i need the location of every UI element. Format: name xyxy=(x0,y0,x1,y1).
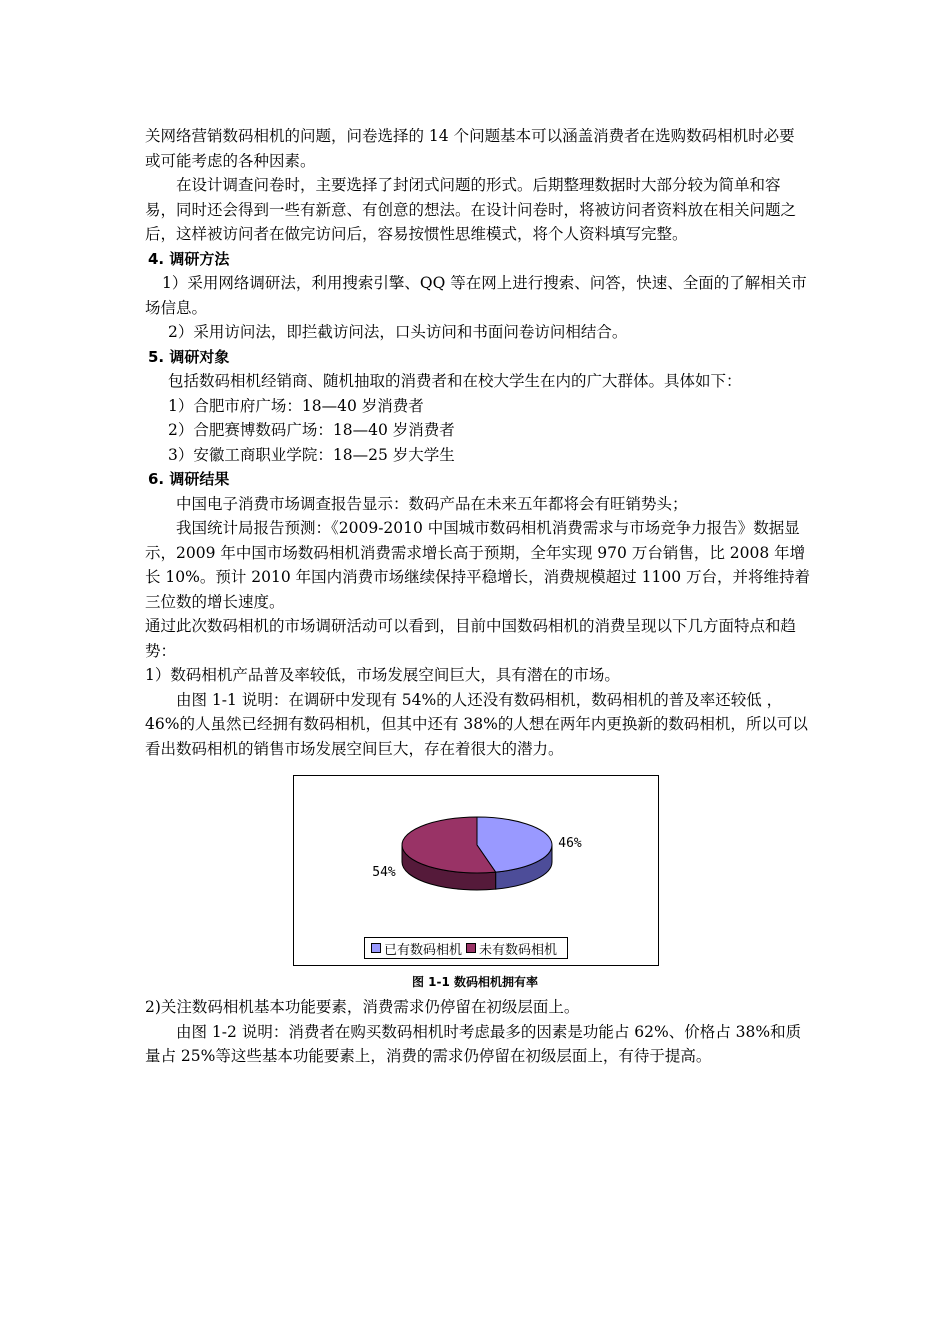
chart-legend xyxy=(364,937,568,959)
subject-item: 2）合肥赛博数码广场：18—40 岁消费者 xyxy=(168,421,455,439)
section-heading-results: 6. 调研结果 xyxy=(148,470,230,488)
legend-label: 未有数码相机 xyxy=(479,942,558,958)
method-item: 2）采用访问法，即拦截访问法，口头访问和书面问卷访问相结合。 xyxy=(168,323,628,341)
legend-item xyxy=(371,939,462,958)
section-heading-methods: 4. 调研方法 xyxy=(148,249,230,268)
document-body xyxy=(145,124,810,761)
pie-data-label: 46% xyxy=(558,836,582,851)
paragraph-intro: 关网络营销数码相机的问题，问卷选择的 14 个问题基本可以涵盖消费者在选购数码相机时必要或可能考虑的各种因素。 xyxy=(145,127,795,170)
section-heading-subjects: 5. 调研对象 xyxy=(148,347,230,366)
paragraph-questionnaire: 在设计调查问卷时，主要选择了封闭式问题的形式。后期整理数据时大部分较为简单和容易，同时还会得到一些有新意、有创意的想法。在设计问卷时，将被访问者资料放在相关问题之后，这样被访问者在做完访问后，容易按惯性思维模式，将个人资料填写完整。 xyxy=(145,176,797,243)
pie-data-label: 54% xyxy=(372,865,396,880)
subject-item: 3）安徽工商职业学院：18—25 岁大学生 xyxy=(168,445,455,464)
legend-label: 已有数码相机 xyxy=(384,942,463,958)
pie-chart xyxy=(293,775,659,966)
figure-caption: 图 1-1 数码相机拥有率 xyxy=(411,975,539,989)
results-paragraph: 通过此次数码相机的市场调研活动可以看到，目前中国数码相机的消费呈现以下几方面特点和趋势： xyxy=(145,617,797,660)
results-point: 1）数码相机产品普及率较低，市场发展空间巨大，具有潜在的市场。 xyxy=(145,666,620,684)
legend-swatch xyxy=(371,943,381,953)
results-point: 2)关注数码相机基本功能要素，消费需求仍停留在初级层面上。 xyxy=(145,998,580,1016)
results-point-detail: 由图 1-1 说明：在调研中发现有 54%的人还没有数码相机，数码相机的普及率还较低 ，46%的人虽然已经拥有数码相机，但其中还有 38%的人想在两年内更换新的数码相机，所以可以看出数码相机的销售市场发展空间巨大，存在着很大的潜力。 xyxy=(145,690,808,758)
pie-chart-canvas xyxy=(294,776,660,936)
subject-item: 1）合肥市府广场：18—40 岁消费者 xyxy=(168,396,424,415)
results-point-detail: 由图 1-2 说明：消费者在购买数码相机时考虑最多的因素是功能占 62%、价格占 38%和质量占 25%等这些基本功能要素上，消费的需求仍停留在初级层面上，有待于提高。 xyxy=(145,1022,802,1065)
legend-swatch xyxy=(466,943,476,953)
legend-item xyxy=(466,939,557,958)
results-paragraph: 中国电子消费市场调查报告显示：数码产品在未来五年都将会有旺销势头； xyxy=(176,494,688,513)
method-item: 1）采用网络调研法，利用搜索引擎、QQ 等在网上进行搜索、问答，快速、全面的了解相关市场信息。 xyxy=(145,274,807,317)
results-paragraph: 我国统计局报告预测：《2009-2010 中国城市数码相机消费需求与市场竞争力报告》数据显示，2009 年中国市场数码相机消费需求增长高于预期，全年实现 970 万台销售，比 2008 年增长 10%。预计 2010 年国内消费市场继续保持平稳增长，消费规模超过 1100 万台，并将维持着三位数的增长速度。 xyxy=(145,519,810,611)
subjects-intro: 包括数码相机经销商、随机抽取的消费者和在校大学生在内的广大群体。具体如下： xyxy=(168,372,742,390)
document-body-continued xyxy=(145,995,810,1069)
